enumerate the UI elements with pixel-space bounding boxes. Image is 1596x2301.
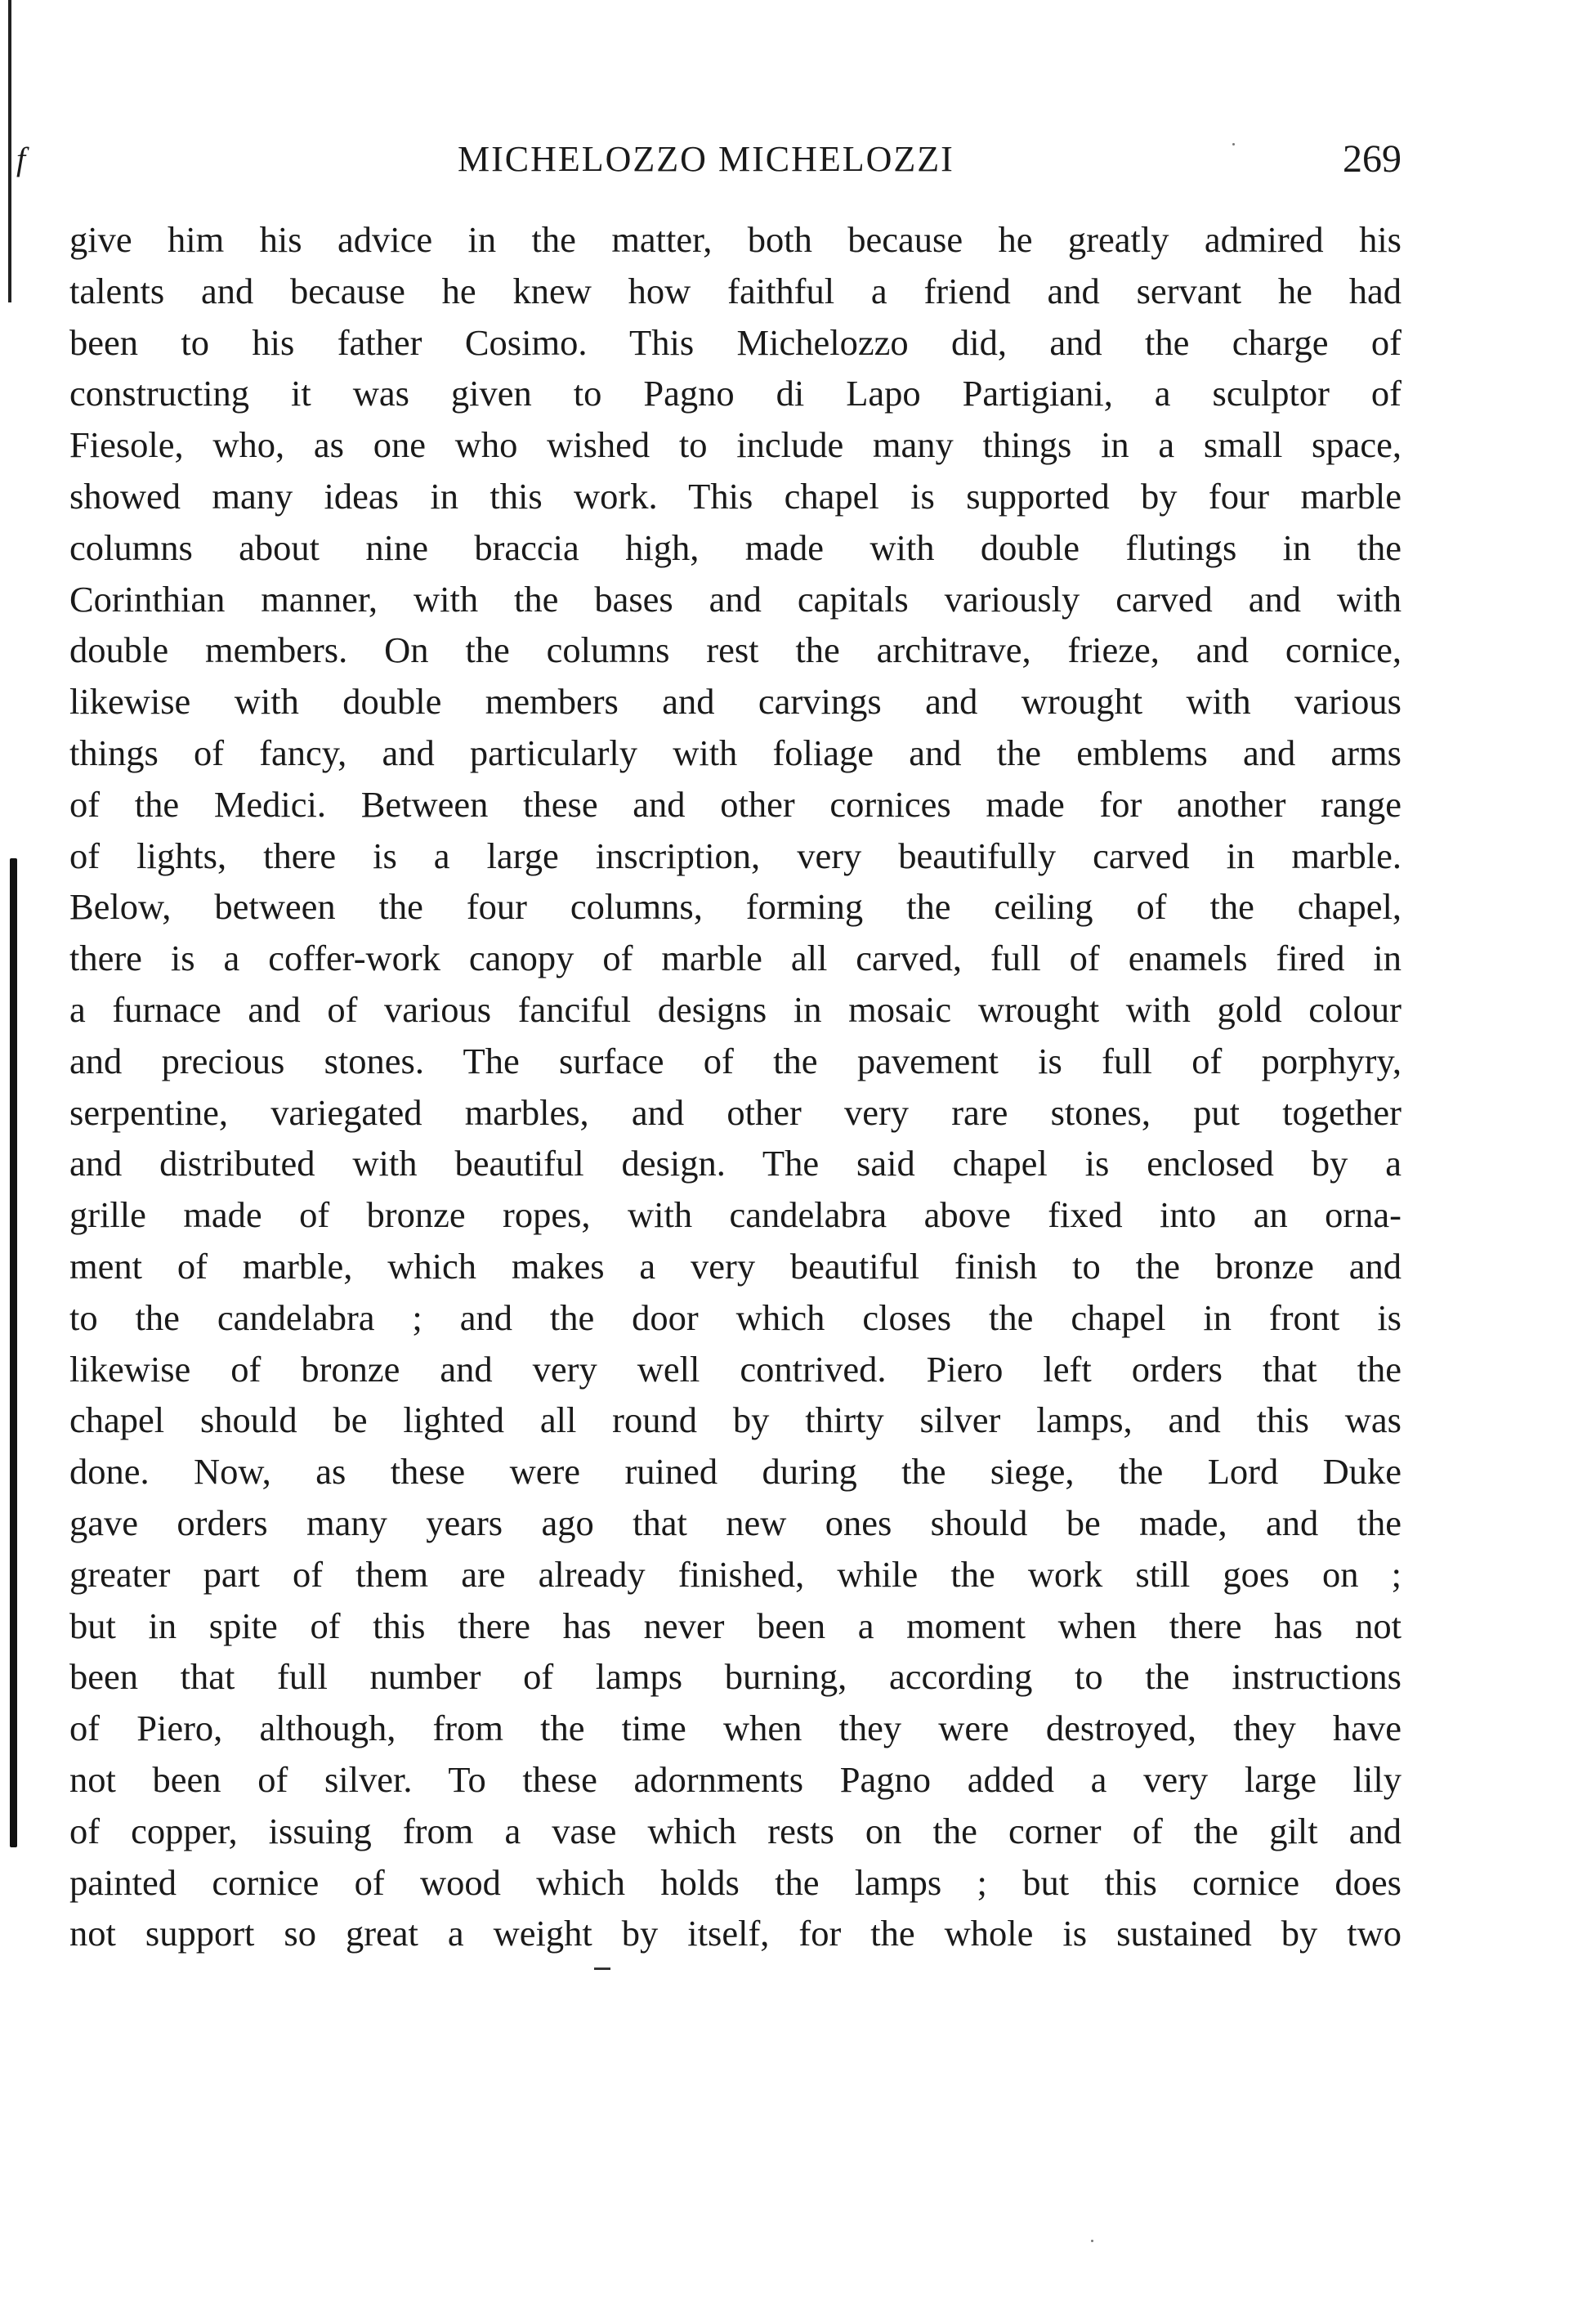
running-head [16, 131, 1402, 188]
body-text [69, 214, 1402, 1959]
text-line: gave orders many years ago that new ones should be made, and the [69, 1502, 1402, 1543]
text-line: columns about nine braccia high, made with double flutings in the [69, 526, 1402, 568]
footer-dash [594, 1967, 610, 1970]
text-line: constructing it was given to Pagno di Lapo Partigiani, a sculptor of [69, 373, 1402, 414]
text-line: give him his advice in the matter, both because he greatly admired his [69, 219, 1402, 260]
text-line: serpentine, variegated marbles, and other very rare stones, put together [69, 1091, 1402, 1133]
text-line: Fiesole, who, as one who wished to include many things in a small space, [69, 424, 1402, 466]
text-line: likewise with double members and carvings and wrought with various [69, 681, 1402, 723]
text-line: but in spite of this there has never been a moment when there has not [69, 1605, 1402, 1646]
binding-edge-bottom [10, 858, 17, 1847]
text-line: a furnace and of various fanciful designs in mosaic wrought with gold colour [69, 988, 1402, 1030]
text-line: things of fancy, and particularly with foliage and the emblems and arms [69, 732, 1402, 773]
text-line: greater part of them are already finished, while the work still goes on ; [69, 1553, 1402, 1595]
text-line: likewise of bronze and very well contrived. Piero left orders that the [69, 1348, 1402, 1390]
text-line: not support so great a weight by itself, for the whole is sustained by two [69, 1913, 1402, 1954]
page-number: 269 [1343, 137, 1402, 181]
text-line: and precious stones. The surface of the pavement is full of porphyry, [69, 1040, 1402, 1081]
text-line: talents and because he knew how faithful a friend and servant he had [69, 270, 1402, 311]
text-line: grille made of bronze ropes, with candelabra above fixed into an orna- [69, 1194, 1402, 1236]
running-title: MICHELOZZO MICHELOZZI [458, 139, 954, 179]
text-line: Corinthian manner, with the bases and capitals variously carved and with [69, 578, 1402, 620]
text-line: of the Medici. Between these and other cornices made for another range [69, 783, 1402, 825]
margin-mark: f [16, 141, 26, 177]
text-line: to the candelabra ; and the door which closes the chapel in front is [69, 1296, 1402, 1338]
text-line: Below, between the four columns, forming the ceiling of the chapel, [69, 886, 1402, 928]
text-line: not been of silver. To these adornments Pagno added a very large lily [69, 1758, 1402, 1800]
text-line: done. Now, as these were ruined during the siege, the Lord Duke [69, 1451, 1402, 1493]
text-line: ment of marble, which makes a very beautiful finish to the bronze and [69, 1245, 1402, 1287]
text-line: showed many ideas in this work. This chapel is supported by four marble [69, 475, 1402, 517]
text-line: been that full number of lamps burning, according to the instructions [69, 1656, 1402, 1698]
text-line: and distributed with beautiful design. The said chapel is enclosed by a [69, 1143, 1402, 1184]
text-line: of lights, there is a large inscription, very beautifully carved in marble. [69, 835, 1402, 876]
text-line: been to his father Cosimo. This Michelozzo did, and the charge of [69, 321, 1402, 363]
speck-mark [1091, 2240, 1093, 2242]
text-line: of Piero, although, from the time when they were destroyed, they have [69, 1708, 1402, 1749]
binding-edge-top [8, 0, 11, 302]
text-line: of copper, issuing from a vase which rests on the corner of the gilt and [69, 1810, 1402, 1851]
text-line: double members. On the columns rest the architrave, frieze, and cornice, [69, 629, 1402, 671]
text-line: there is a coffer-work canopy of marble all carved, full of enamels fired in [69, 938, 1402, 979]
text-line: chapel should be lighted all round by thirty silver lamps, and this was [69, 1399, 1402, 1441]
text-line: painted cornice of wood which holds the lamps ; but this cornice does [69, 1861, 1402, 1903]
